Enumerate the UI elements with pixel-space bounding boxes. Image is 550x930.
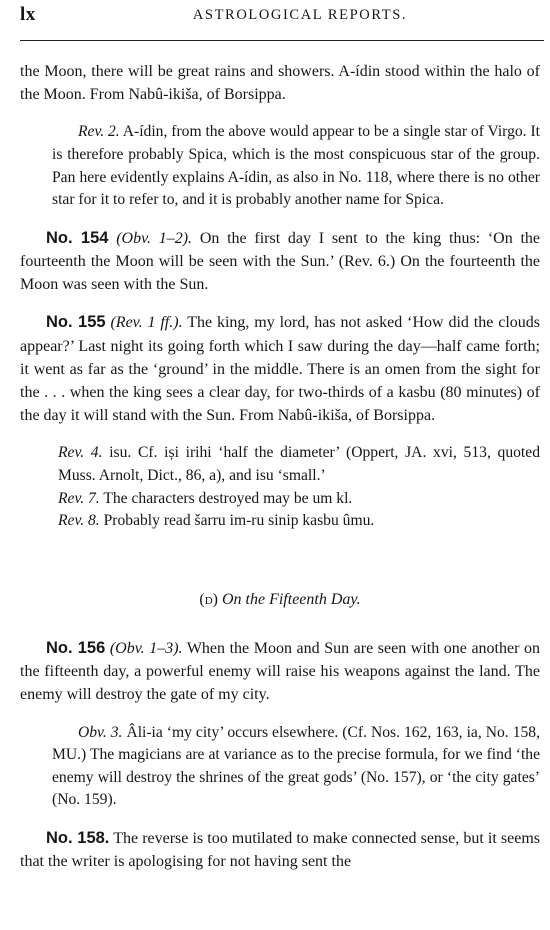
running-title: ASTROLOGICAL REPORTS. [192, 7, 408, 23]
entry-no-155: No. 155 (Rev. 1 ff.). The king, my lord, has not asked ‘How did the clouds appear?’ Last night its going forth which I saw during the day—half came forth; it went as far as the ‘ground’ in the middle. There is an omen from the sight for the . . . when the king sees a clear day, for two-thirds of a kasbu (80 minutes) of the day it will stand with the Sun. From Nabû-ikiša, of Borsippa. [20, 313, 540, 425]
entry-no-154: No. 154 (Obv. 1–2). On the first day I sent to the king thus: ‘On the fourteenth the Moon will be seen with the Sun.’ (Rev. 6.) On the fourteenth the Moon was seen with the Sun. [20, 228, 541, 294]
note-rev-2: Rev. 2. A-ídin, from the above would appear to be a single star of Virgo. It is therefore probably Spica, which is the most conspicuous star of the group. Pan here evidently explains A-ídin, as also in No. 118, where there is no other star for it to refer to, and it is probably another name for Spica. [52, 123, 540, 209]
page-header [20, 2, 540, 28]
paragraph-continuation: the Moon, there will be great rains and showers. A-ídin stood within the halo of the Moon. From Nabû-ikiša, of Borsippa. [20, 63, 540, 104]
note-obv-3: Obv. 3. Âli-ia ‘my city’ occurs elsewhere. (Cf. Nos. 162, 163, ia, No. 158, MU.) The magicians are at variance as to the precise formula, for we find ‘the enemy will destroy the shrines of the great gods’ (No. 157), or ‘the city gates’ (No. 159). [52, 723, 540, 809]
note-rev-7: Rev. 7. The characters destroyed may be um kl. [58, 489, 353, 507]
page-body [20, 60, 540, 873]
page-number: lx [20, 4, 36, 25]
entry-no-156: No. 156 (Obv. 1–3). When the Moon and Sun are seen with one another on the fifteenth day, a powerful enemy will raise his weapons against the land. The enemy will destroy the gate of my city. [20, 638, 540, 704]
note-rev-8: Rev. 8. Probably read šarru im-ru sinip kasbu ûmu. [58, 512, 375, 530]
notes-no-155 [58, 442, 540, 532]
note-rev-4: Rev. 4. isu. Cf. iși irihi ‘half the diameter’ (Oppert, JA. xvi, 513, quoted Muss. Arnolt, Dict., 86, a), and isu ‘small.’ [58, 444, 540, 484]
section-heading: (d) On the Fifteenth Day. [199, 590, 361, 608]
entry-no-158: No. 158. The reverse is too mutilated to make connected sense, but it seems that the writer is apologising for not having sent the [20, 828, 541, 871]
header-rule [20, 40, 544, 41]
